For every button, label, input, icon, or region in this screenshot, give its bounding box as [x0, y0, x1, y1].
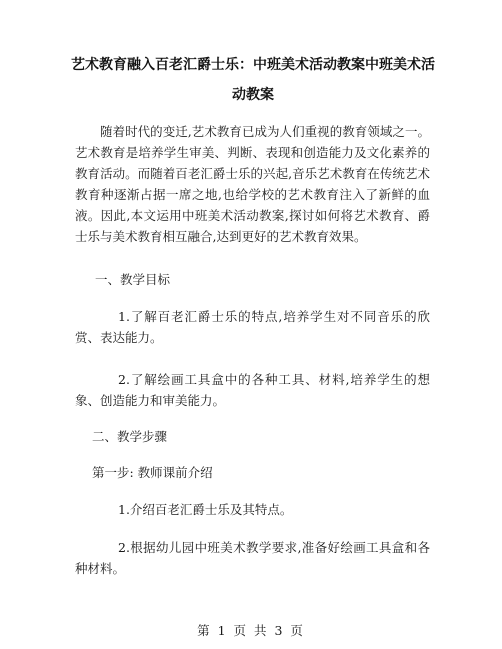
- goal-item-1: 1.了解百老汇爵士乐的特点,培养学生对不同音乐的欣赏、表达能力。: [75, 309, 430, 345]
- goal-item-2: 2.了解绘画工具盒中的各种工具、材料,培养学生的想象、创造能力和审美能力。: [75, 372, 430, 408]
- document-title: 艺术教育融入百老汇爵士乐：中班美术活动教案中班美术活动教案: [71, 57, 435, 103]
- section-heading-steps: 二、教学步骤: [92, 429, 168, 444]
- step-heading-1: 第一步: 教师课前介绍: [92, 465, 213, 480]
- intro-paragraph: 随着时代的变迁,艺术教育已成为人们重视的教育领域之一。艺术教育是培养学生审美、判断、表现和创造能力及文化素养的教育活动。而随着百老汇爵士乐的兴起,音乐艺术教育在传统艺术教育种逐渐占据一席之地,也给学校的艺术教育注入了新鲜的血液。因此,本文运用中班美术活动教案,探讨如何将艺术教育、爵士乐与美术教育相互融合,达到更好的艺术教育效果。: [75, 124, 430, 244]
- section-heading-goals: 一、教学目标: [95, 272, 171, 287]
- step-item-1: 1.介绍百老汇爵士乐及其特点。: [118, 502, 293, 517]
- page-footer: 第 1 页 共 3 页: [197, 623, 305, 638]
- step-item-2: 2.根据幼儿园中班美术教学要求,准备好绘画工具盒和各种材料。: [75, 540, 430, 576]
